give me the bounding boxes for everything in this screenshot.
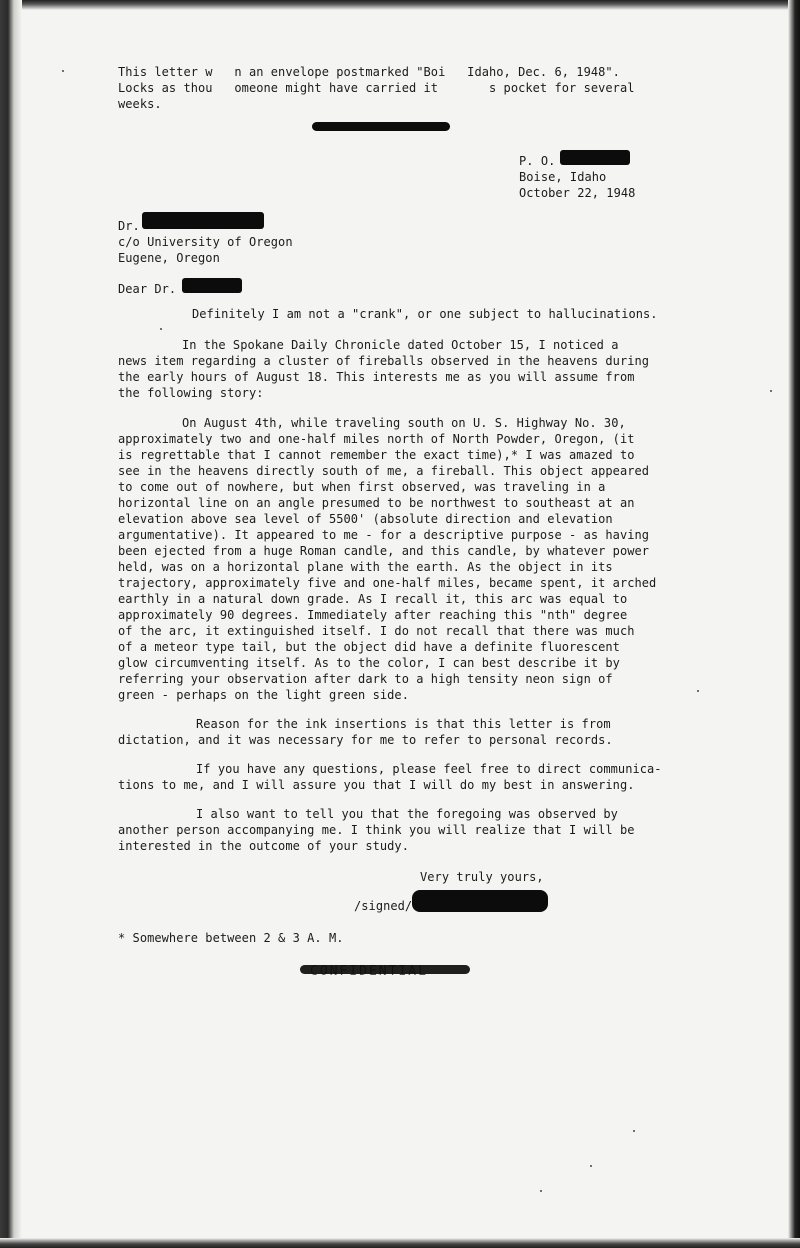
paragraph-3-line-10: held, was on a horizontal plane with the earth. As the object in its <box>118 560 613 574</box>
closing: Very truly yours, <box>420 870 544 884</box>
paragraph-3-line-1: On August 4th, while traveling south on U. S. Highway No. 30, <box>182 416 626 430</box>
envelope-note-line-2: Locks as thou omeone might have carried it s pocket for several <box>118 81 635 95</box>
redaction-bar <box>312 122 450 131</box>
scan-speck <box>590 1165 592 1167</box>
envelope-note-line-3: weeks. <box>118 97 162 111</box>
paragraph-4-line-2: dictation, and it was necessary for me to refer to personal records. <box>118 733 613 747</box>
paragraph-3-line-11: trajectory, approximately five and one-half miles, became spent, it arched <box>118 576 657 590</box>
paragraph-3-line-16: glow circumventing itself. As to the color, I can best describe it by <box>118 656 620 670</box>
stamp-strike <box>300 965 470 974</box>
scan-speck <box>160 328 162 330</box>
paragraph-5-line-2: tions to me, and I will assure you that I will do my best in answering. <box>118 778 635 792</box>
redaction-salutation-name <box>182 278 242 293</box>
return-address-po: P. O. <box>519 154 556 168</box>
scan-speck <box>633 1130 635 1132</box>
envelope-note-line-1: This letter w n an envelope postmarked "Boi Idaho, Dec. 6, 1948". <box>118 65 620 79</box>
paragraph-2-line-4: the following story: <box>118 386 264 400</box>
salutation: Dear Dr. <box>118 282 177 296</box>
paragraph-3-line-8: argumentative). It appeared to me - for a descriptive purpose - as having <box>118 528 650 542</box>
letter-date: October 22, 1948 <box>519 186 636 200</box>
confidential-stamp <box>300 960 470 986</box>
paragraph-3-line-4: see in the heavens directly south of me, a fireball. This object appeared <box>118 464 650 478</box>
paragraph-3-line-2: approximately two and one-half miles north of North Powder, Oregon, (it <box>118 432 635 446</box>
paragraph-3-line-17: referring your observation after dark to a high tensity neon sign of <box>118 672 613 686</box>
return-address-city: Boise, Idaho <box>519 170 607 184</box>
redaction-po-box <box>560 150 630 165</box>
paragraph-3-line-3: is regrettable that I cannot remember the exact time),* I was amazed to <box>118 448 635 462</box>
recipient-name-prefix: Dr. <box>118 219 140 233</box>
scan-speck <box>770 390 772 392</box>
paragraph-2-line-2: news item regarding a cluster of fireballs observed in the heavens during <box>118 354 650 368</box>
footnote: * Somewhere between 2 & 3 A. M. <box>118 931 344 945</box>
paragraph-3-line-6: horizontal line on an angle presumed to be northwest to southeast at an <box>118 496 635 510</box>
scan-border-bottom <box>0 1238 800 1248</box>
scan-speck <box>62 70 64 72</box>
paragraph-3-line-13: approximately 90 degrees. Immediately after reaching this "nth" degree <box>118 608 628 622</box>
paragraph-2-line-3: the early hours of August 18. This interests me as you will assume from <box>118 370 635 384</box>
scan-border-left <box>0 0 22 1248</box>
paragraph-3-line-15: of a meteor type tail, but the object did have a definite fluorescent <box>118 640 620 654</box>
scan-border-right <box>788 0 800 1248</box>
paragraph-3-line-5: to come out of nowhere, but when first observed, was traveling in a <box>118 480 606 494</box>
recipient-line-2: Eugene, Oregon <box>118 251 220 265</box>
paragraph-5-line-1: If you have any questions, please feel free to direct communica- <box>196 762 662 776</box>
signature-label: /signed/ <box>354 899 413 913</box>
paragraph-3-line-7: elevation above sea level of 5500' (absolute direction and elevation <box>118 512 613 526</box>
redaction-recipient-name <box>142 212 264 229</box>
paragraph-6-line-3: interested in the outcome of your study. <box>118 839 409 853</box>
scan-border-top <box>0 0 800 10</box>
paragraph-3-line-14: of the arc, it extinguished itself. I do not recall that there was much <box>118 624 635 638</box>
paragraph-4-line-1: Reason for the ink insertions is that this letter is from <box>196 717 611 731</box>
recipient-line-1: c/o University of Oregon <box>118 235 293 249</box>
paragraph-2-line-1: In the Spokane Daily Chronicle dated October 15, I noticed a <box>182 338 619 352</box>
paragraph-1: Definitely I am not a "crank", or one subject to hallucinations. <box>192 307 658 321</box>
paragraph-3-line-9: been ejected from a huge Roman candle, and this candle, by whatever power <box>118 544 650 558</box>
scan-speck <box>697 690 699 692</box>
paragraph-6-line-1: I also want to tell you that the foregoing was observed by <box>196 807 618 821</box>
paragraph-3-line-12: earthly in a natural down grade. As I recall it, this arc was equal to <box>118 592 628 606</box>
scan-speck <box>540 1190 542 1192</box>
paragraph-6-line-2: another person accompanying me. I think you will realize that I will be <box>118 823 635 837</box>
paragraph-3-line-18: green - perhaps on the light green side. <box>118 688 409 702</box>
redaction-signature <box>412 890 548 912</box>
